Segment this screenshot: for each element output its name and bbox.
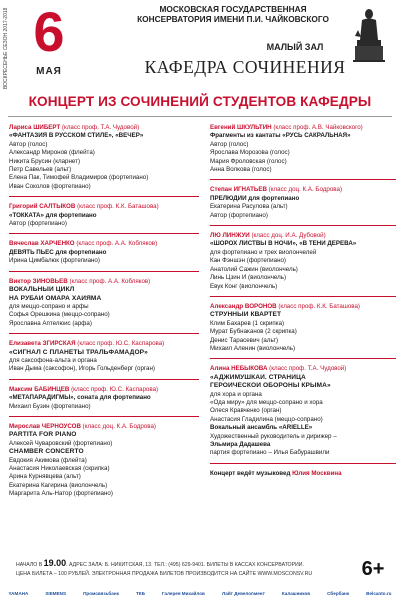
start-and-address bbox=[16, 560, 336, 569]
season-label: ВОСКРЕСЕНЬЕ СЕЗОН 2017-2018 bbox=[3, 7, 9, 89]
performer-line: Автор (голос) bbox=[9, 140, 48, 148]
work-title: «АДЖИМУШКАЙ. СТРАНИЦА bbox=[210, 373, 306, 381]
work-line: «ФАНТАЗИЯ В РУССКОМ СТИЛЕ», «ВЕЧЕР» bbox=[9, 132, 144, 140]
performer-line: Иван Дыма (саксофон), Игорь Гольденберг (орган) bbox=[9, 365, 155, 373]
composer-name: Лариса ШИБЕРТ bbox=[9, 124, 61, 131]
teacher-class: (класс проф. К.К. Баташова) bbox=[75, 203, 159, 211]
teacher-class: (класс проф. А.В. Чайковского) bbox=[271, 124, 363, 131]
host-name: Юлия Москвина bbox=[292, 469, 342, 477]
performer-line: Анастасия Николаевская (скрипка) bbox=[9, 465, 110, 472]
teacher-class: (класс проф. Т.А. Чудовой) bbox=[267, 365, 347, 373]
work-title: «СИГНАЛ С ПЛАНЕТЫ ТРАЛЬФАМАДОР» bbox=[9, 348, 148, 356]
program-column-right bbox=[210, 124, 396, 478]
sponsor-logo: Калашников bbox=[281, 591, 311, 596]
sponsor-logo: Лайт Девелопмент bbox=[221, 591, 265, 596]
conservatory-name bbox=[120, 4, 346, 24]
performer-line: Денис Тарасевич (альт) bbox=[210, 336, 279, 344]
poster-header bbox=[0, 0, 400, 92]
performer-line: Мурат Бубнаканов (2 скрипка) bbox=[210, 328, 297, 336]
performer-line: Ирина Цимбалюк (фортепиано) bbox=[9, 257, 100, 265]
work-line: «ТОККАТА» для фортепиано bbox=[9, 211, 97, 219]
performer-line: «Ода миру» для меццо-сопрано и хора bbox=[210, 398, 323, 406]
teacher-class: (класс проф. А.А. Кобляков) bbox=[74, 240, 158, 248]
concert-day: 6 bbox=[33, 0, 65, 63]
performer-line: Никита Брусин (кларнет) bbox=[9, 157, 81, 165]
composer-name: Степан ИГНАТЬЕВ bbox=[210, 186, 267, 194]
composer-name: Евгений ШКУЛЬТИН bbox=[210, 124, 272, 131]
host-note bbox=[210, 470, 396, 478]
composer-line bbox=[9, 340, 199, 348]
performer-line: партия фортепиано – Илья Бабурашвили bbox=[210, 449, 330, 457]
program-column-left bbox=[9, 124, 199, 510]
composer-line bbox=[9, 124, 199, 132]
performer-line: Елена Пак, Тимофей Владимиров (фортепиано) bbox=[9, 174, 149, 182]
performer-line: Маргарита Аль-Натор (фортепиано) bbox=[9, 490, 113, 498]
performer-line: Кан Фэншэн (фортепиано) bbox=[210, 257, 286, 265]
program-entry bbox=[210, 303, 396, 359]
performer-line: Евук Конг (виолончель) bbox=[210, 282, 278, 290]
program-entry bbox=[9, 386, 199, 417]
performer-line: Александр Миронов (флейта) bbox=[9, 149, 95, 157]
work-title: ВОКАЛЬНЫЙ ЦИКЛ bbox=[9, 286, 75, 294]
performer-line: Алексей Чуваровский (фортепиано) bbox=[9, 439, 113, 447]
performer-line: Анатолий Сажин (виолончель) bbox=[210, 265, 298, 273]
composer-name: Алина НЕБЫКОВА bbox=[210, 365, 268, 373]
work-line: «ШОРОХ ЛИСТВЫ В НОЧИ», «В ТЕНИ ДЕРЕВА» bbox=[210, 240, 357, 248]
performer-line: Автор (фортепиано) bbox=[9, 220, 67, 228]
teacher-class: (класс проф. К.К. Баташова) bbox=[276, 302, 360, 310]
program-entry bbox=[9, 124, 199, 197]
hall-address: . АДРЕС ЗАЛА: Б. НИКИТСКАЯ, 13. ТЕЛ.: (495) 629-9401. БИЛЕТЫ В КАССАХ КОНСЕРВАТОРИИ. bbox=[66, 562, 304, 568]
composer-name: Александр ВОРОНОВ bbox=[210, 302, 277, 310]
performer-line: для фортепиано и трех виолончелей bbox=[210, 248, 317, 256]
performer-line: Линь Цзин И (виолончель) bbox=[210, 274, 287, 282]
concert-month: МАЯ bbox=[36, 66, 62, 77]
title-divider bbox=[8, 116, 392, 117]
performer-line: Художественный руководитель и дирижер – bbox=[210, 432, 337, 440]
conservatory-line: КОНСЕРВАТОРИЯ ИМЕНИ П.И. ЧАЙКОВСКОГО bbox=[137, 14, 329, 24]
performer-line: Автор (фортепиано) bbox=[210, 211, 268, 219]
teacher-class: (класс доц. И.А. Дубовой) bbox=[249, 232, 326, 240]
work-title: НА РУБАИ ОМАРА ХАЙЯМА bbox=[9, 294, 102, 302]
program-entry bbox=[210, 365, 396, 463]
work-title: СТРУННЫЙ КВАРТЕТ bbox=[210, 311, 282, 319]
composer-line bbox=[9, 386, 199, 394]
ticket-info: ЦЕНА БИЛЕТА – 100 РУБЛЕЙ. ЭЛЕКТРОННАЯ ПРОДАЖА БИЛЕТОВ ПРОИЗВОДИТСЯ НА САЙТЕ WWW.MOSCONSV.RU bbox=[16, 571, 313, 577]
program-entry bbox=[210, 232, 396, 297]
performer-line: Анастасия Гладилина (меццо-сопрано) bbox=[210, 415, 323, 423]
program-entry bbox=[9, 340, 199, 380]
performer-line: Иван Соколов (фортепиано) bbox=[9, 182, 91, 190]
work-line: Вокальный ансамбль «ARIELLE» bbox=[210, 424, 313, 432]
program-entry bbox=[9, 240, 199, 271]
work-title: ГЕРОИЧЕСКОЙ ОБОРОНЫ КРЫМА» bbox=[210, 382, 331, 390]
work-title: CHAMBER CONCERTO bbox=[9, 448, 84, 456]
performer-line: Петр Савельев (альт) bbox=[9, 166, 72, 174]
performer-line: Мария Фроловская (голос) bbox=[210, 157, 287, 165]
composer-line bbox=[9, 240, 199, 248]
program-entry bbox=[9, 203, 199, 234]
performer-line: для хора и органа bbox=[210, 390, 262, 398]
performer-line: Олеся Кравченко (орган) bbox=[210, 407, 282, 415]
hall-name: МАЛЫЙ ЗАЛ bbox=[266, 42, 324, 52]
start-label: НАЧАЛО В bbox=[16, 562, 43, 568]
composer-line bbox=[9, 423, 199, 431]
composer-name: Максим БАБИНЦЕВ bbox=[9, 385, 70, 393]
program-entry bbox=[9, 423, 199, 504]
sponsor-logos bbox=[0, 588, 400, 600]
conservatory-line: МОСКОВСКАЯ ГОСУДАРСТВЕННАЯ bbox=[159, 4, 307, 14]
teacher-class: (класс доц. К.А. Бодрова) bbox=[266, 186, 342, 194]
performer-line: для меццо-сопрано и арфы bbox=[9, 302, 89, 310]
age-rating: 6+ bbox=[361, 558, 385, 580]
composer-line bbox=[210, 365, 396, 373]
composer-name: Григорий САЛТЫКОВ bbox=[9, 203, 76, 211]
host-prefix: Концерт ведёт музыковед bbox=[210, 469, 293, 477]
work-line: ПРЕЛЮДИИ для фортепиано bbox=[210, 194, 300, 202]
teacher-class: (класс проф. Ю.С. Каспарова) bbox=[69, 385, 159, 393]
performer-line: Евдокия Акимова (флейта) bbox=[9, 456, 87, 464]
sponsor-logo: Галерея Михайлов bbox=[161, 591, 205, 596]
sponsor-logo: Belcanto.ru bbox=[366, 591, 392, 596]
sponsor-logo: ТКБ bbox=[135, 591, 145, 596]
composer-name: Мирослав ЧЕРНОУСОВ bbox=[9, 422, 81, 430]
department-title: КАФЕДРА СОЧИНЕНИЯ bbox=[144, 57, 346, 77]
sponsor-logo: SIEMENS bbox=[45, 591, 67, 596]
performer-line: для саксофона-альта и органа bbox=[9, 356, 97, 364]
start-time: 19.00 bbox=[43, 558, 67, 568]
performer-line: Михаил Бузин (фортепиано) bbox=[9, 402, 91, 410]
performer-line: Ярославна Аптелюис (арфа) bbox=[9, 319, 92, 327]
work-line: «МЕТАПАРАДИГМЫ», соната для фортепиано bbox=[9, 394, 151, 402]
performer-line: Анна Волкова (голос) bbox=[210, 166, 272, 174]
composer-line bbox=[9, 278, 199, 286]
composer-name: Вячеслав ХАРЧЕНКО bbox=[9, 240, 75, 248]
performer-line: Екатерина Расулова (альт) bbox=[210, 203, 288, 211]
sponsor-logo: Сбербанк bbox=[327, 591, 350, 596]
tchaikovsky-monument-icon bbox=[352, 6, 386, 62]
program-entry bbox=[210, 186, 396, 226]
poster-footer bbox=[0, 556, 400, 600]
performer-line: Ярослава Морозова (голос) bbox=[210, 149, 290, 157]
performer-line: Клим Бахарев (1 скрипка) bbox=[210, 319, 285, 327]
composer-name: Елизавета ЗГИРСКАЯ bbox=[9, 340, 76, 348]
work-line: Эльмира Дадашева bbox=[210, 441, 271, 448]
teacher-class: (класс проф. Ю.С. Каспарова) bbox=[75, 340, 165, 348]
program-entry bbox=[9, 278, 199, 334]
sponsor-logo: Промсвязьбанк bbox=[83, 591, 119, 596]
concert-title: КОНЦЕРТ ИЗ СОЧИНЕНИЙ СТУДЕНТОВ КАФЕДРЫ bbox=[28, 94, 372, 109]
performer-line: Арина Курнявцева (альт) bbox=[9, 473, 81, 481]
performer-line: Автор (голос) bbox=[210, 140, 249, 148]
work-line: Фрагменты из кантаты «РУСЬ САКРАЛЬНАЯ» bbox=[210, 132, 351, 140]
composer-name: Виктор ЗИНОВЬЕВ bbox=[9, 277, 68, 285]
performer-line: Михаил Аленин (виолончель) bbox=[210, 344, 296, 352]
composer-line bbox=[9, 203, 199, 211]
performer-line: Софья Орешкина (меццо-сопрано) bbox=[9, 311, 110, 319]
sponsor-logo: YAMAHA bbox=[8, 591, 29, 596]
work-line: ДЕВЯТЬ ПЬЕС для фортепиано bbox=[9, 248, 107, 256]
composer-line bbox=[210, 124, 396, 132]
work-title: PARTITA FOR PIANO bbox=[9, 431, 77, 439]
performer-line: Екатерина Кагирина (виолончель) bbox=[9, 481, 108, 489]
teacher-class: (класс проф. А.А. Кобляков) bbox=[67, 277, 151, 285]
program-entry bbox=[210, 124, 396, 180]
teacher-class: (класс доц. К.А. Бодрова) bbox=[80, 422, 156, 430]
composer-line bbox=[210, 186, 396, 194]
teacher-class: (класс проф. Т.А. Чудовой) bbox=[60, 124, 140, 131]
composer-line bbox=[210, 232, 396, 240]
composer-line bbox=[210, 303, 396, 311]
composer-name: ЛЮ ЛИНЖУЙ bbox=[210, 232, 250, 240]
